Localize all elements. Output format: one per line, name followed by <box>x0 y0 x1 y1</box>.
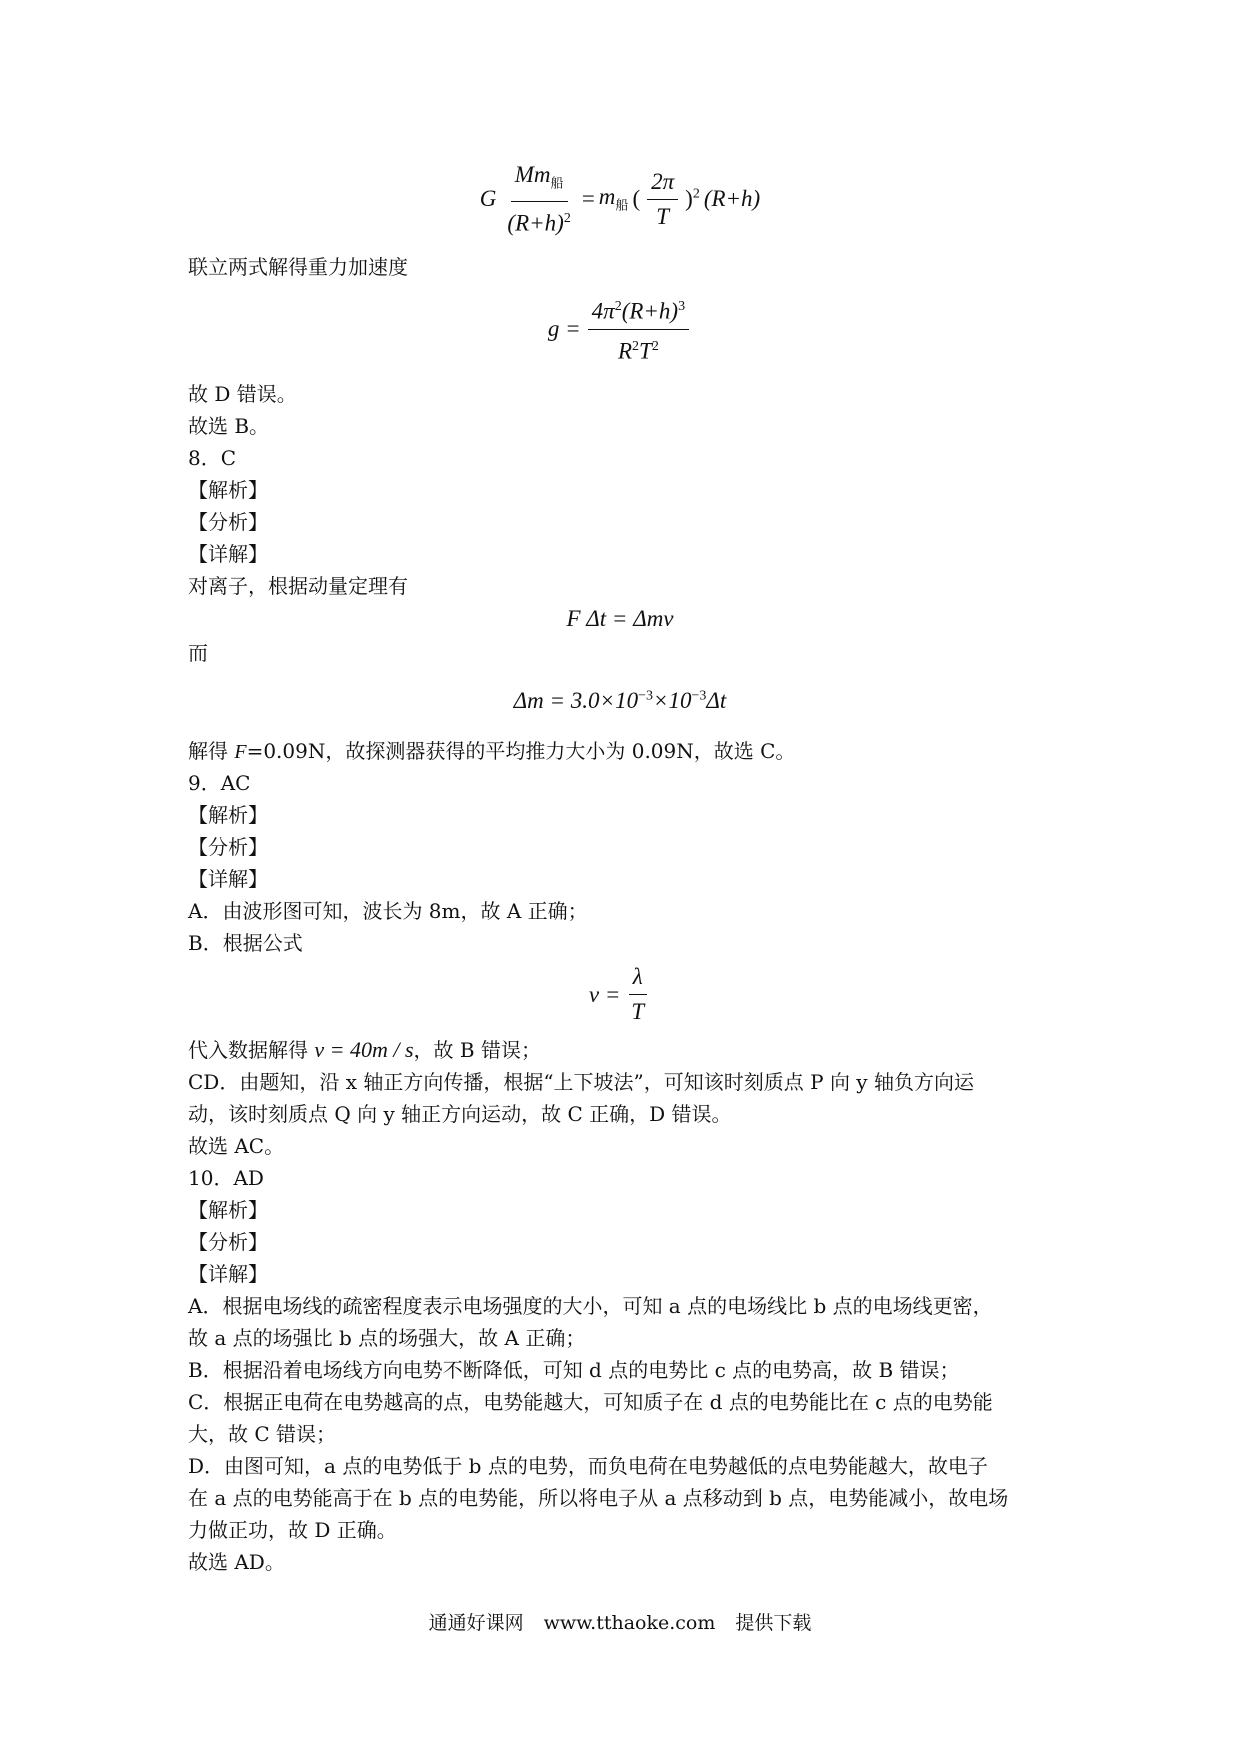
text-line: B．根据公式 <box>188 931 303 955</box>
eq-text: λ <box>629 962 647 995</box>
eq-superscript: 2 <box>632 338 640 354</box>
text-line: 故选 B。 <box>188 414 270 438</box>
text-line: 故选 AC。 <box>188 1134 285 1158</box>
text-line: 大，故 C 错误； <box>188 1422 337 1446</box>
text-line: B．根据沿着电场线方向电势不断降低，可知 d 点的电势比 c 点的电势高，故 B 错误； <box>188 1358 960 1382</box>
page-footer <box>0 1608 1240 1635</box>
eq-text: 2π <box>647 167 678 200</box>
eq-text: 4π <box>591 298 615 324</box>
eq-symbol: ( <box>632 186 641 212</box>
eq-subscript: 船 <box>615 197 629 213</box>
equation-velocity <box>0 962 1240 1027</box>
equation-impulse: F Δt = Δmv <box>566 606 674 631</box>
answer-heading: 10．AD <box>188 1166 264 1190</box>
text-line <box>188 1036 541 1064</box>
fraction <box>627 962 648 1027</box>
text-line: 在 a 点的电势能高于在 b 点的电势能，所以将电子从 a 点移动到 b 点，电势能减小，故电场 <box>188 1486 1009 1510</box>
eq-superscript: −3 <box>691 688 707 704</box>
text-line: 对离子，根据动量定理有 <box>188 574 408 598</box>
eq-text: (R+h) <box>507 210 564 236</box>
eq-text: v = <box>588 981 621 1007</box>
section-label: 【详解】 <box>188 1262 268 1286</box>
equation-g <box>0 292 1240 366</box>
section-label: 【解析】 <box>188 1198 268 1222</box>
fraction <box>503 160 574 238</box>
eq-text: Δt <box>706 688 727 713</box>
eq-superscript: 2 <box>614 299 622 314</box>
text-line: 联立两式解得重力加速度 <box>188 255 408 279</box>
text-line: 力做正功，故 D 正确。 <box>188 1518 397 1542</box>
eq-text: T <box>631 999 645 1024</box>
eq-text: m <box>598 184 616 210</box>
text-span: ，故 B 错误； <box>413 1038 541 1062</box>
eq-text: Mm <box>514 162 551 187</box>
inline-math: v = 40m / s <box>314 1037 414 1062</box>
eq-superscript: 2 <box>651 338 659 354</box>
eq-text: g = <box>547 316 581 342</box>
text-line <box>188 737 795 766</box>
text-line: 故 a 点的场强比 b 点的场强大，故 A 正确； <box>188 1326 586 1350</box>
text-span: 解得 <box>188 739 235 763</box>
eq-symbol: G <box>479 186 497 212</box>
answer-heading: 8．C <box>188 446 237 470</box>
eq-superscript: 2 <box>692 186 700 202</box>
equation-mass <box>0 688 1240 714</box>
equation-gravity <box>0 160 1240 238</box>
eq-superscript: 3 <box>678 299 686 314</box>
text-line: C．根据正电荷在电势越高的点，电势能越大，可知质子在 d 点的电势能比在 c 点的电势能 <box>188 1390 993 1414</box>
footer-site-name: 通通好课网 <box>428 1612 524 1634</box>
text-span: 代入数据解得 <box>188 1038 315 1062</box>
section-label: 【解析】 <box>188 803 268 827</box>
eq-superscript: −3 <box>638 688 653 704</box>
fraction <box>588 292 689 366</box>
fraction <box>647 167 678 232</box>
eq-text: R <box>617 338 633 364</box>
eq-text: T <box>656 203 670 229</box>
eq-text: T <box>639 338 652 364</box>
section-label: 【分析】 <box>188 835 268 859</box>
eq-subscript: 船 <box>550 175 564 191</box>
eq-text: (R+h) <box>703 186 761 212</box>
text-line: 动，该时刻质点 Q 向 y 轴正方向运动，故 C 正确，D 错误。 <box>188 1102 732 1126</box>
eq-symbol: ) <box>685 186 693 212</box>
answer-heading: 9．AC <box>188 771 251 795</box>
section-label: 【详解】 <box>188 867 268 891</box>
text-span: =0.09N，故探测器获得的平均推力大小为 0.09N，故选 C。 <box>246 739 796 763</box>
section-label: 【分析】 <box>188 1230 268 1254</box>
eq-text: ×10 <box>652 688 692 713</box>
text-line: A．由波形图可知，波长为 8m，故 A 正确； <box>188 899 588 923</box>
section-label: 【详解】 <box>188 542 268 566</box>
text-line: D．由图可知，a 点的电势低于 b 点的电势，而负电荷在电势越低的点电势能越大，故电子 <box>188 1454 988 1478</box>
text-line: A．根据电场线的疏密程度表示电场强度的大小，可知 a 点的电场线比 b 点的电场线更密， <box>188 1294 993 1318</box>
text-line: 而 <box>188 641 208 665</box>
section-label: 【分析】 <box>188 510 268 534</box>
eq-superscript: 2 <box>563 210 571 226</box>
text-line: 故选 AD。 <box>188 1550 285 1574</box>
eq-text: Δm = 3.0×10 <box>513 688 639 713</box>
footer-url[interactable]: www.tthaoke.com <box>543 1612 716 1634</box>
eq-text: (R+h) <box>621 298 679 324</box>
section-label: 【解析】 <box>188 478 268 502</box>
text-line: CD．由题知，沿 x 轴正方向传播，根据“上下坡法”，可知该时刻质点 P 向 y 轴负方向运 <box>188 1070 974 1094</box>
footer-note: 提供下载 <box>735 1612 812 1634</box>
text-line: 故 D 错误。 <box>188 382 297 406</box>
eq-symbol: = <box>581 186 595 212</box>
text-span: F <box>234 741 247 763</box>
